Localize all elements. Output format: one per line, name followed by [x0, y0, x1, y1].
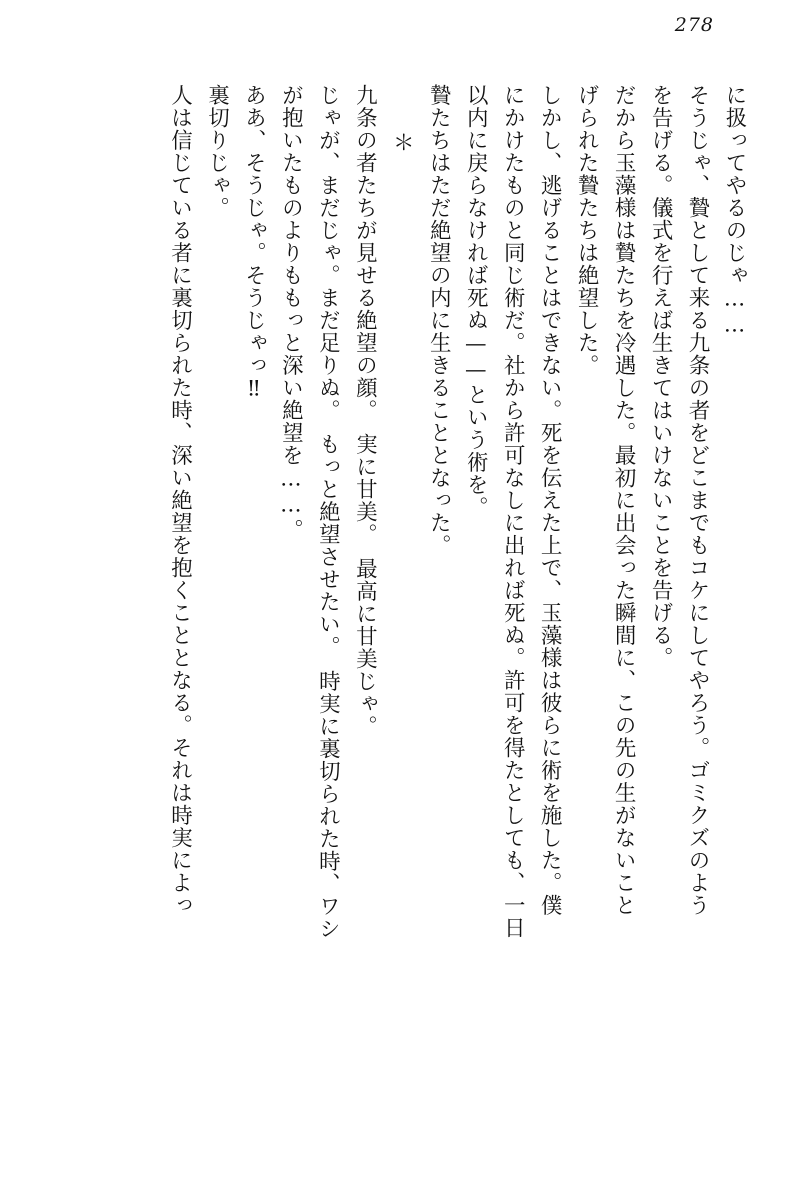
paragraph: 人は信じている者に裏切られた時、深い絶望を抱くこととなる。それは時実によっ	[167, 83, 193, 916]
paragraph: に扱ってやるのじゃ……	[722, 83, 747, 338]
paragraph: ああ、そうじゃ。そうじゃっ‼	[241, 83, 267, 402]
paragraph: を告げる。儀式を行えば生きてはいけないことを告げる。	[648, 83, 674, 669]
paragraph: だから玉藻様は贄たちを冷遇した。最初に出会った瞬間に、この先の生がないこと	[611, 83, 637, 916]
paragraph: 以内に戻らなければ死ぬ——という術を。	[463, 83, 489, 518]
page-text-body	[48, 62, 752, 1160]
paragraph: げられた贄たちは絶望した。	[574, 83, 600, 376]
paragraph: が抱いたものよりももっと深い絶望を……。	[278, 83, 304, 541]
paragraph: じゃが、まだじゃ。まだ足りぬ。 もっと絶望させたい。 時実に裏切られた時、ワシ	[315, 83, 341, 940]
paragraph: にかけたものと同じ術だ。社から許可なしに出れば死ぬ。許可を得たとしても、一日	[500, 83, 526, 939]
paragraph: 贄たちはただ絶望の内に生きることとなった。	[426, 83, 452, 556]
paragraph: 裏切りじゃ。	[204, 83, 230, 219]
paragraph: 九条の者たちが見せる絶望の顔。 実に甘美。 最高に甘美じゃ。	[352, 83, 378, 737]
scene-separator: ＊	[389, 130, 415, 154]
page-number: 278	[674, 14, 714, 36]
paragraph: しかし、逃げることはできない。死を伝えた上で、玉藻様は彼らに術を施した。僕	[537, 83, 563, 916]
paragraph: そうじゃ、贄として来る九条の者をどこまでもコケにしてやろう。ゴミクズのよう	[685, 83, 711, 916]
